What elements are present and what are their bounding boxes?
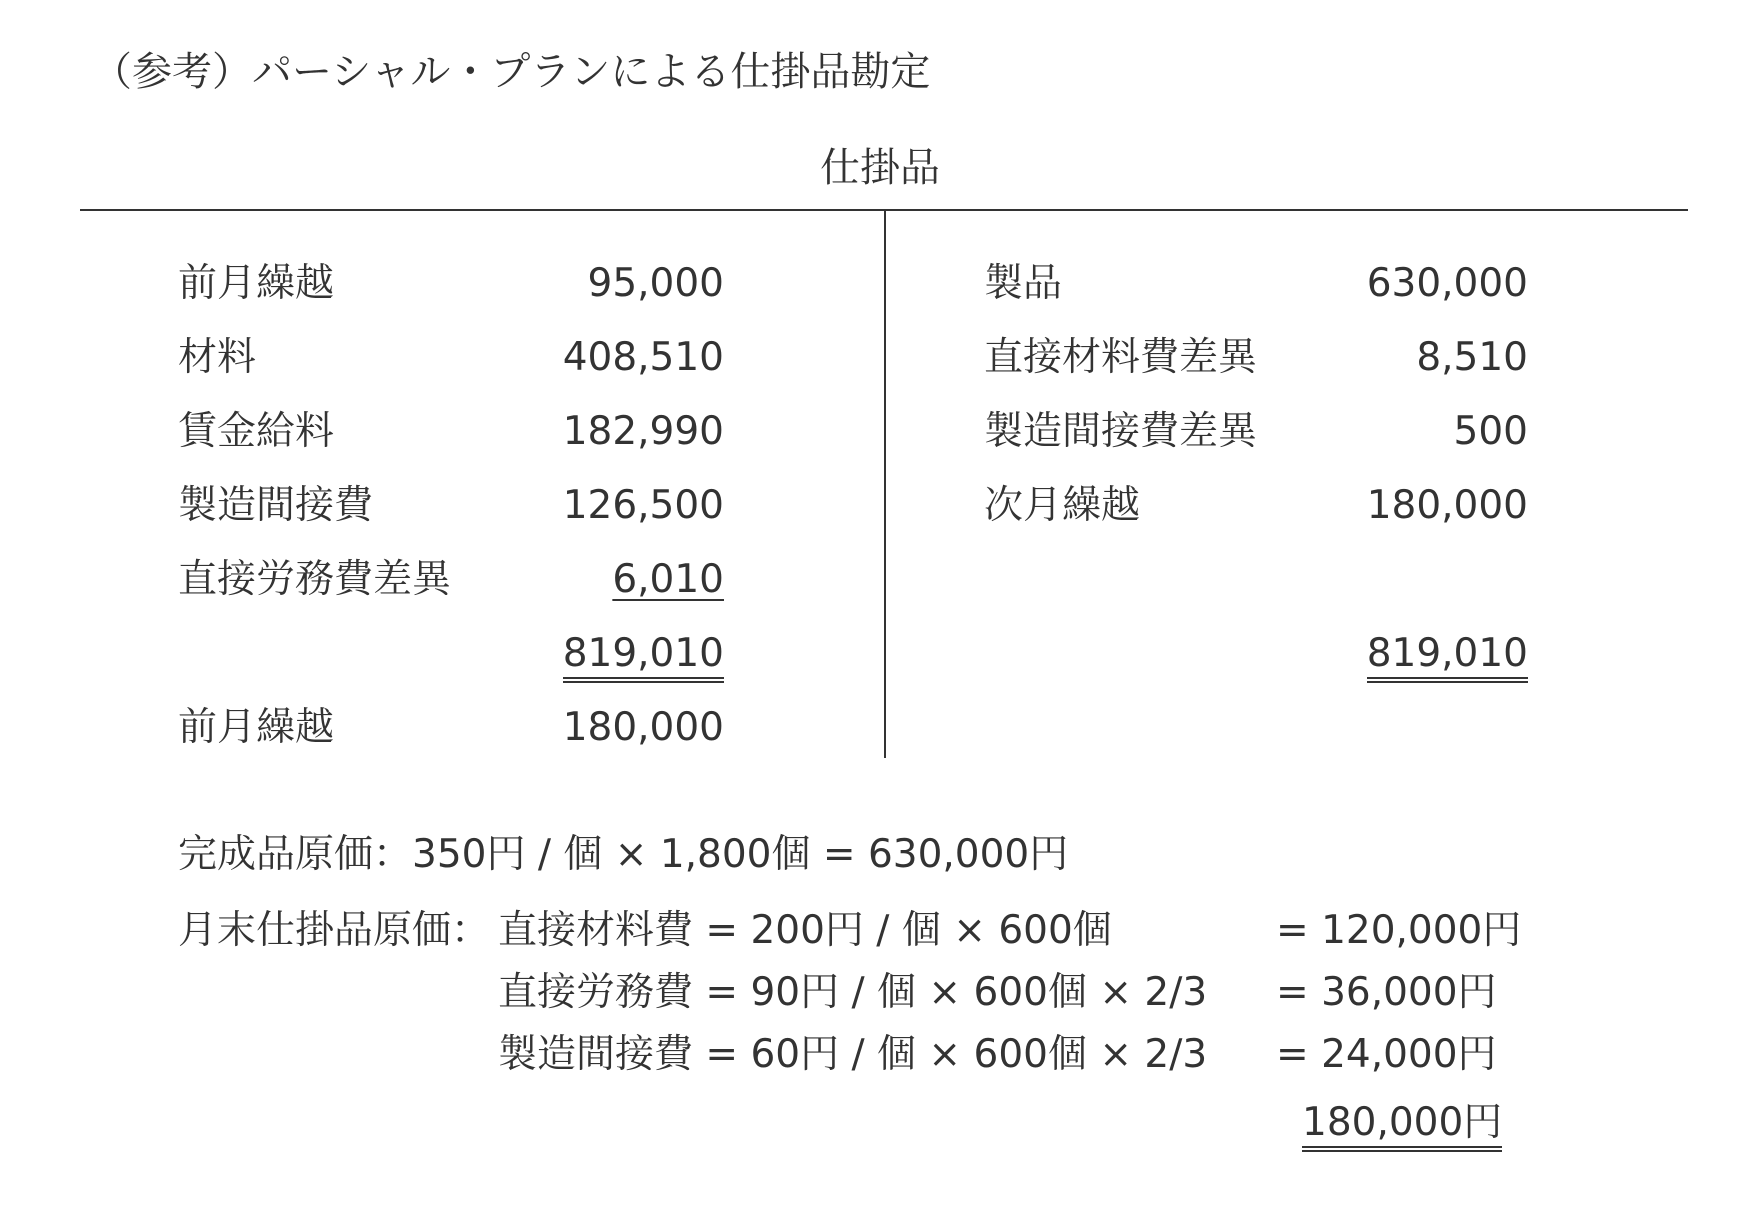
wip-formula: 直接労務費 = 90円 / 個 × 600個 × 2/3 [498, 970, 1208, 1015]
credit-total: 819,010 [1367, 631, 1528, 683]
credit-label: 製造間接費差異 [984, 409, 1258, 454]
credit-row [984, 256, 1528, 312]
credit-row [984, 478, 1528, 534]
debit-total: 819,010 [563, 631, 724, 683]
debit-total-row [178, 626, 724, 682]
credit-label: 製品 [984, 261, 1063, 306]
debit-row [178, 404, 724, 460]
wip-formula: 直接材料費 = 200円 / 個 × 600個 [498, 908, 1112, 953]
heading: （参考）パーシャル・プランによる仕掛品勘定 [92, 49, 931, 95]
debit-amount: 180,000 [562, 705, 724, 750]
debit-label: 直接労務費差異 [178, 557, 452, 602]
debit-label: 賃金給料 [178, 409, 335, 454]
credit-label: 次月繰越 [984, 483, 1141, 528]
debit-row [178, 700, 724, 756]
debit-label: 材料 [178, 335, 257, 380]
debit-label: 製造間接費 [178, 483, 374, 528]
debit-amount: 95,000 [587, 261, 724, 306]
wip-formula: 製造間接費 = 60円 / 個 × 600個 × 2/3 [498, 1032, 1208, 1077]
credit-total-row [984, 626, 1528, 682]
finished-goods-cost: 完成品原価：350円 / 個 × 1,800個 = 630,000円 [178, 832, 1069, 877]
credit-row [984, 404, 1528, 460]
debit-amount: 182,990 [562, 409, 724, 454]
debit-amount: 126,500 [562, 483, 724, 528]
t-account-divider [884, 210, 886, 758]
wip-total: 180,000円 [1302, 1100, 1502, 1152]
debit-amount: 6,010 [612, 557, 724, 602]
wip-result: = 120,000円 [1276, 908, 1522, 953]
wip-total-wrap [1302, 1095, 1502, 1152]
debit-amount: 408,510 [562, 335, 724, 380]
wip-result: = 24,000円 [1276, 1032, 1497, 1077]
credit-amount: 500 [1453, 409, 1528, 454]
credit-amount: 180,000 [1366, 483, 1528, 528]
credit-label: 直接材料費差異 [984, 335, 1258, 380]
wip-line [498, 965, 1698, 1021]
credit-row [984, 330, 1528, 386]
credit-amount: 630,000 [1366, 261, 1528, 306]
debit-row [178, 478, 724, 534]
wip-result: = 36,000円 [1276, 970, 1497, 1015]
wip-line [498, 903, 1698, 959]
debit-row [178, 330, 724, 386]
wip-cost-label: 月末仕掛品原価： [178, 908, 491, 953]
debit-row [178, 552, 724, 608]
debit-row [178, 256, 724, 312]
wip-line [498, 1027, 1698, 1083]
debit-label: 前月繰越 [178, 261, 335, 306]
debit-label: 前月繰越 [178, 705, 335, 750]
account-title: 仕掛品 [820, 145, 940, 191]
credit-amount: 8,510 [1416, 335, 1528, 380]
